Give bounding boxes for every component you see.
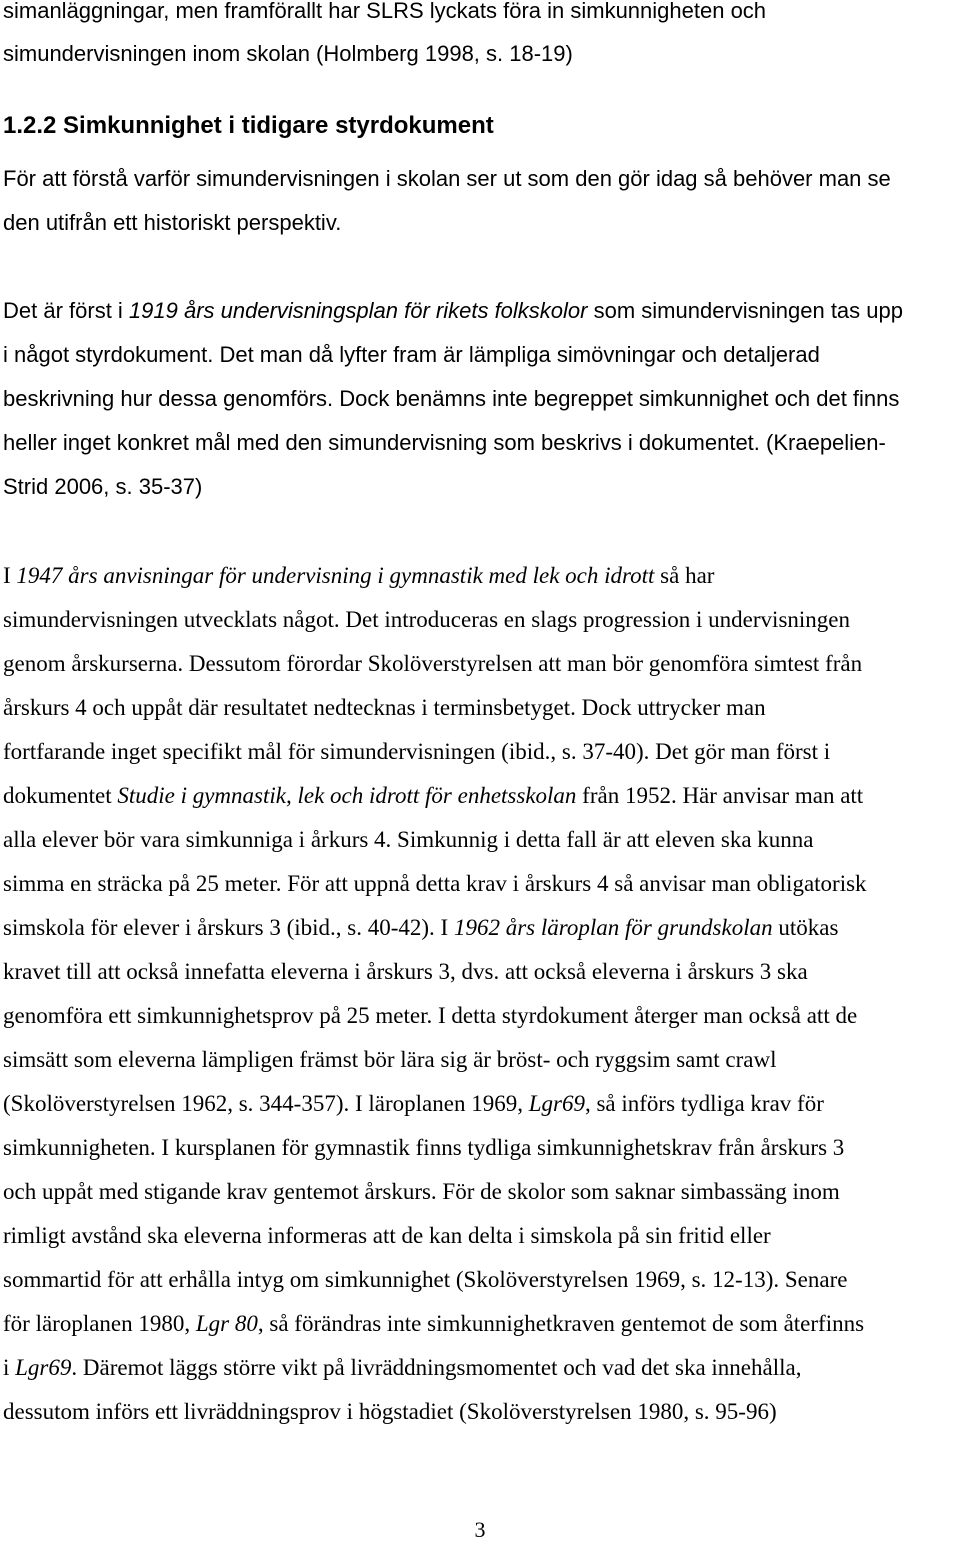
text-run: heller inget konkret mål med den simundervisning som beskrivs i dokumentet. (Kraepelien- xyxy=(3,430,886,455)
text-line xyxy=(3,1090,824,1118)
text-run: I xyxy=(3,563,17,588)
section-heading xyxy=(3,112,494,140)
text-line xyxy=(3,1354,801,1382)
text-run: från 1952. Här anvisar man att xyxy=(576,783,864,808)
text-line xyxy=(3,738,830,766)
text-run: årskurs 4 och uppåt där resultatet nedtecknas i terminsbetyget. Dock uttrycker man xyxy=(3,695,766,720)
text-line xyxy=(3,341,820,369)
text-line xyxy=(3,429,886,457)
text-line xyxy=(3,1222,771,1250)
text-line xyxy=(3,1310,864,1338)
page-number: 3 xyxy=(474,1517,486,1542)
text-line xyxy=(3,1398,777,1426)
text-line xyxy=(3,958,808,986)
text-run: , så förändras inte simkunnighetkraven gentemot de som återfinns xyxy=(257,1311,865,1336)
text-run: så har xyxy=(654,563,715,588)
text-run: dessutom införs ett livräddningsprov i högstadiet (Skolöverstyrelsen 1980, s. 95-96) xyxy=(3,1399,777,1424)
text-run: genom årskurserna. Dessutom förordar Skolöverstyrelsen att man bör genomföra simtest från xyxy=(3,651,863,676)
text-run: Strid 2006, s. 35-37) xyxy=(3,474,203,499)
italic-title: Studie i gymnastik, lek och idrott för enhetsskolan xyxy=(117,783,577,808)
text-run: simskola för elever i årskurs 3 (ibid., s. 40-42). I xyxy=(3,915,454,940)
text-run: kravet till att också innefatta eleverna i årskurs 3, dvs. att också eleverna i årskurs 3 ska xyxy=(3,959,808,984)
text-run: För att förstå varför simundervisningen i skolan ser ut som den gör idag så behöver man se xyxy=(3,166,891,191)
text-line xyxy=(3,694,766,722)
text-line xyxy=(3,1266,847,1294)
text-line xyxy=(3,1046,777,1074)
text-line xyxy=(3,297,903,325)
italic-title: 1919 års undervisningsplan för rikets folkskolor xyxy=(128,298,588,323)
text-line xyxy=(3,1002,857,1030)
text-line xyxy=(3,650,862,678)
text-run: som simundervisningen tas upp xyxy=(587,298,903,323)
text-run: genomföra ett simkunnighetsprov på 25 meter. I detta styrdokument återger man också att de xyxy=(3,1003,858,1028)
text-line xyxy=(3,209,341,237)
italic-title: Lgr 80 xyxy=(195,1311,258,1336)
text-run: simanläggningar, men framförallt har SLRS lyckats föra in simkunnigheten och xyxy=(3,0,767,23)
text-run: (Skolöverstyrelsen 1962, s. 344-357). I läroplanen 1969, xyxy=(3,1091,529,1116)
text-line xyxy=(3,1178,840,1206)
text-run: simkunnigheten. I kursplanen för gymnastik finns tydliga simkunnighetskrav från årskurs 3 xyxy=(3,1135,845,1160)
text-run: simundervisningen inom skolan (Holmberg 1998, s. 18-19) xyxy=(3,41,573,66)
text-run: alla elever bör vara simkunniga i årkurs 4. Simkunnig i detta fall är att eleven ska kunna xyxy=(3,827,814,852)
text-run: utökas xyxy=(772,915,839,940)
text-run: , så införs tydliga krav för xyxy=(584,1091,824,1116)
text-line xyxy=(3,870,867,898)
text-line xyxy=(3,1134,844,1162)
text-run: rimligt avstånd ska eleverna informeras att de kan delta i simskola på sin fritid eller xyxy=(3,1223,771,1248)
text-run: för läroplanen 1980, xyxy=(3,1311,196,1336)
text-run: dokumentet xyxy=(3,783,118,808)
text-line xyxy=(3,473,202,501)
text-line xyxy=(3,165,891,193)
text-line xyxy=(3,914,838,942)
text-run: beskrivning hur dessa genomförs. Dock benämns inte begreppet simkunnighet och det finns xyxy=(3,386,900,411)
text-run: Det är först i xyxy=(3,298,129,323)
text-line xyxy=(3,385,899,413)
italic-title: Lgr69 xyxy=(15,1355,72,1380)
text-run: simsätt som eleverna lämpligen främst bör lära sig är bröst- och ryggsim samt crawl xyxy=(3,1047,777,1072)
text-run: simma en sträcka på 25 meter. För att uppnå detta krav i årskurs 4 så anvisar man obligatorisk xyxy=(3,871,867,896)
text-run: sommartid för att erhålla intyg om simkunnighet (Skolöverstyrelsen 1969, s. 12-13). Senare xyxy=(3,1267,848,1292)
italic-title: Lgr69 xyxy=(528,1091,585,1116)
text-line xyxy=(3,562,714,590)
text-run: 1.2.2 Simkunnighet i tidigare styrdokument xyxy=(3,112,494,139)
text-run: den utifrån ett historiskt perspektiv. xyxy=(3,210,342,235)
text-line xyxy=(3,826,814,854)
text-run: . Däremot läggs större vikt på livräddningsmomentet och vad det ska innehålla, xyxy=(71,1355,802,1380)
text-line xyxy=(3,782,863,810)
text-line xyxy=(3,40,573,68)
italic-title: 1947 års anvisningar för undervisning i gymnastik med lek och idrott xyxy=(16,563,655,588)
text-run: simundervisningen utvecklats något. Det introduceras en slags progression i undervisningen xyxy=(3,607,850,632)
text-line xyxy=(3,0,766,25)
text-run: i något styrdokument. Det man då lyfter fram är lämpliga simövningar och detaljerad xyxy=(3,342,820,367)
text-run: och uppåt med stigande krav gentemot årskurs. För de skolor som saknar simbassäng inom xyxy=(3,1179,840,1204)
text-run: fortfarande inget specifikt mål för simundervisningen (ibid., s. 37-40). Det gör man först i xyxy=(3,739,831,764)
italic-title: 1962 års läroplan för grundskolan xyxy=(453,915,773,940)
text-run: i xyxy=(3,1355,16,1380)
text-line xyxy=(3,606,850,634)
